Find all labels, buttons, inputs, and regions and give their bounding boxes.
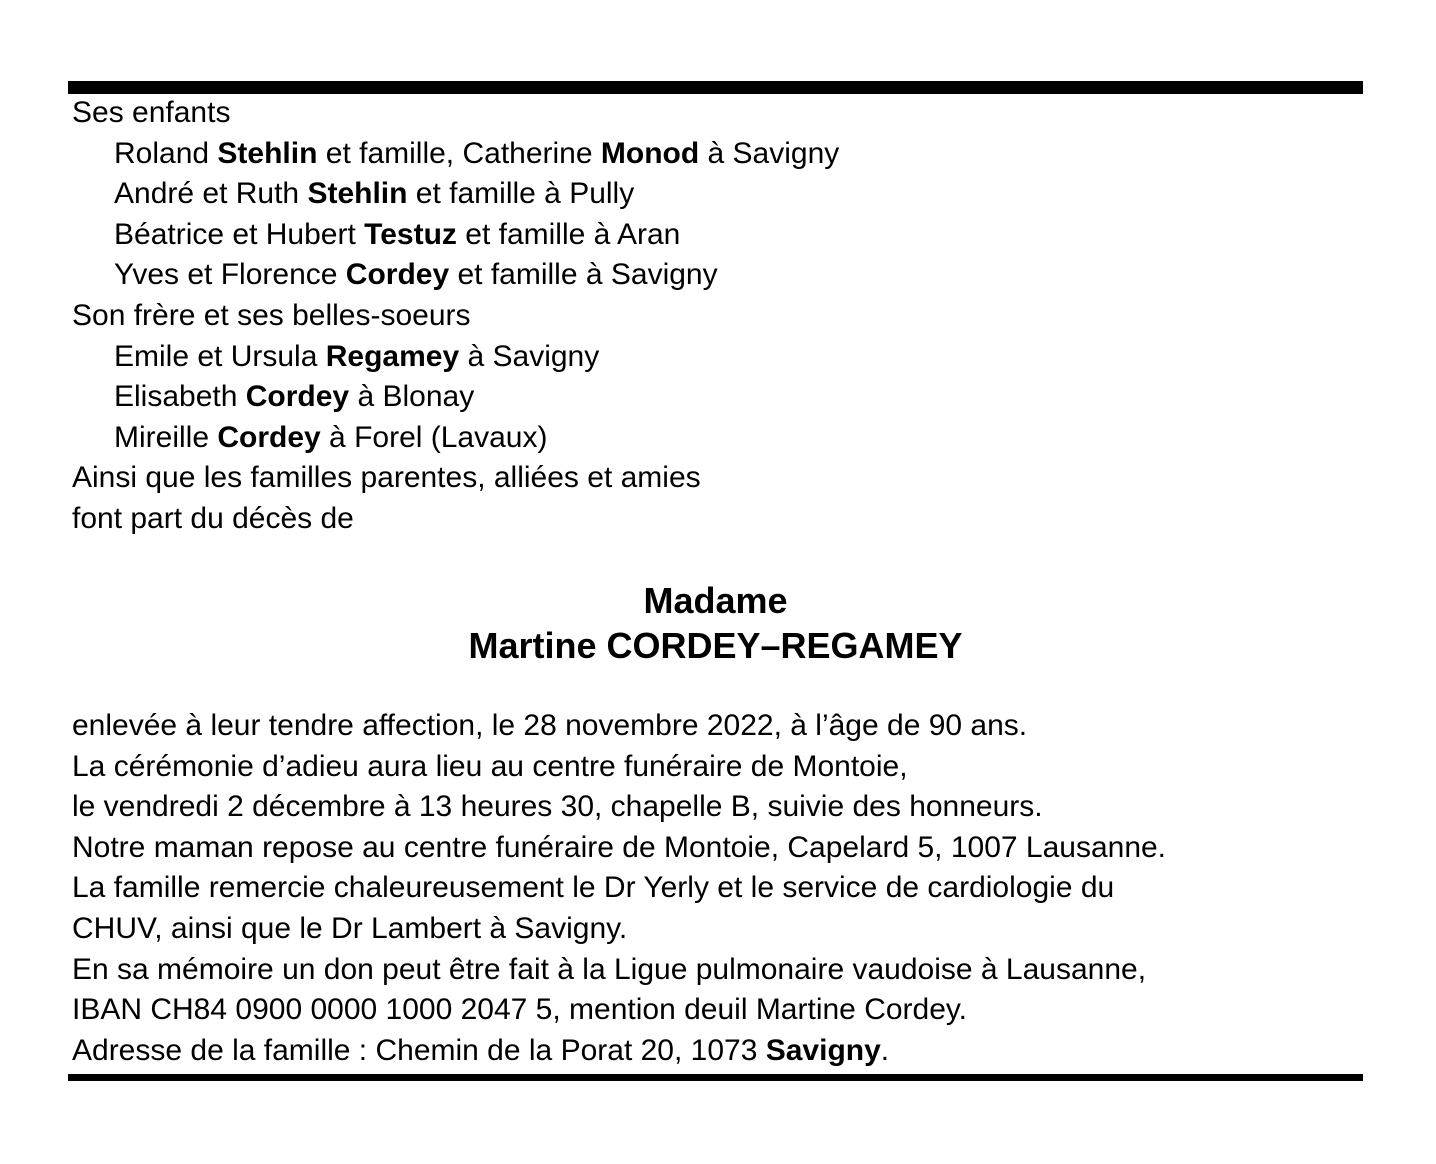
text-segment: André et Ruth <box>114 177 308 211</box>
surname-bold: Monod <box>600 136 700 170</box>
text-segment: La famille remercie chaleureusement le Dr Yerly et le service de cardiologie du <box>72 871 1115 905</box>
text-segment: CHUV, ainsi que le Dr Lambert à Savigny. <box>72 911 628 945</box>
family-line <box>72 296 1372 337</box>
text-segment: En sa mémoire un don peut être fait à la Ligue pulmonaire vaudoise à Lausanne, <box>72 952 1147 986</box>
text-segment: à Blonay <box>349 380 475 414</box>
text-segment: à Savigny <box>699 136 840 170</box>
family-line <box>72 418 1372 459</box>
deceased-salutation: Madame <box>643 580 788 621</box>
text-segment: et famille à Pully <box>407 177 635 211</box>
text-segment: Ses enfants <box>72 96 231 129</box>
body-line <box>72 747 1392 788</box>
text-segment: Elisabeth <box>114 380 246 414</box>
body-line <box>72 787 1392 828</box>
text-segment: le vendredi 2 décembre à 13 heures 30, chapelle B, suivie des honneurs. <box>72 790 1043 824</box>
body-line <box>72 868 1392 909</box>
bottom-rule <box>68 1074 1363 1081</box>
text-segment: Mireille <box>114 420 218 454</box>
text-segment: et famille à Aran <box>456 217 681 251</box>
text-segment: Son frère et ses belles-soeurs <box>72 298 471 332</box>
text-segment: Emile et Ursula <box>114 339 326 373</box>
family-line <box>72 499 1372 540</box>
body-line <box>72 950 1392 991</box>
family-line <box>72 134 1372 175</box>
body-line <box>72 828 1392 869</box>
surname-bold: Cordey <box>345 258 450 292</box>
family-line <box>72 215 1372 256</box>
surname-bold: Stehlin <box>217 136 318 170</box>
family-line <box>72 377 1372 418</box>
text-segment: Adresse de la famille : Chemin de la Porat 20, 1073 <box>72 1033 766 1067</box>
text-segment: et famille à Savigny <box>449 258 718 292</box>
text-segment: Roland <box>114 136 218 170</box>
deceased-title-block <box>68 578 1363 668</box>
text-segment: Notre maman repose au centre funéraire de Montoie, Capelard 5, 1007 Lausanne. <box>72 830 1167 864</box>
text-segment: à Savigny <box>459 339 600 373</box>
text-segment: . <box>880 1033 890 1067</box>
text-segment: Béatrice et Hubert <box>114 217 365 251</box>
family-line <box>72 337 1372 378</box>
surname-bold: Savigny <box>765 1033 881 1067</box>
body-line <box>72 1031 1392 1072</box>
text-segment: et famille, Catherine <box>317 136 601 170</box>
text-segment: font part du décès de <box>72 501 354 535</box>
body-line <box>72 706 1392 747</box>
family-announcement-block <box>72 93 1372 540</box>
family-line <box>72 174 1372 215</box>
surname-bold: Cordey <box>217 420 321 454</box>
text-segment: Yves et Florence <box>114 258 346 292</box>
surname-bold: Regamey <box>325 339 460 373</box>
body-line <box>72 909 1392 950</box>
text-segment: La cérémonie d’adieu aura lieu au centre funéraire de Montoie, <box>72 749 908 783</box>
text-segment: Ainsi que les familles parentes, alliées et amies <box>72 461 701 495</box>
text-segment: à Forel (Lavaux) <box>320 420 548 454</box>
surname-bold: Stehlin <box>307 177 408 211</box>
surname-bold: Cordey <box>245 380 350 414</box>
family-line <box>72 255 1372 296</box>
surname-bold: Testuz <box>364 217 457 251</box>
text-segment: enlevée à leur tendre affection, le 28 novembre 2022, à l’âge de 90 ans. <box>72 709 1028 742</box>
notice-body-block <box>72 706 1392 1071</box>
family-line <box>72 458 1372 499</box>
deceased-name: Martine CORDEY–REGAMEY <box>468 625 963 666</box>
body-line <box>72 990 1392 1031</box>
text-segment: IBAN CH84 0900 0000 1000 2047 5, mention deuil Martine Cordey. <box>72 993 968 1027</box>
family-line <box>72 93 1372 134</box>
